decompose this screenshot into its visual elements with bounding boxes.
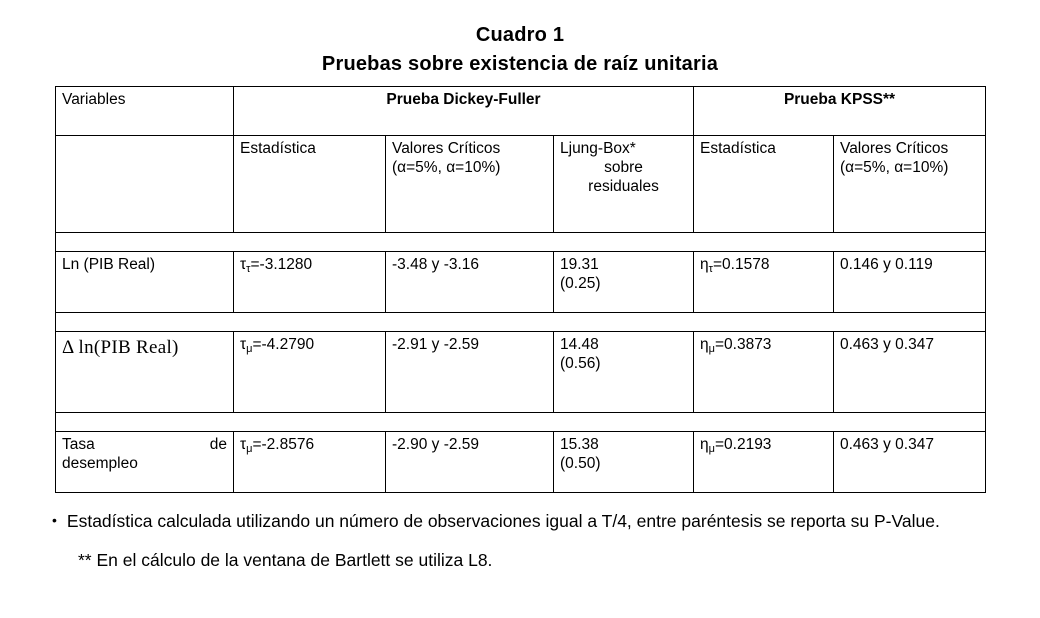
row-kpss-estadistica: [694, 332, 834, 413]
row-variable: Δ ln(PIB Real): [56, 332, 234, 413]
table-notes: [0, 507, 1040, 574]
table-spacer-row: [56, 313, 986, 332]
header-kpss-valores-criticos: [834, 136, 986, 233]
row-kpss-valores: 0.146 y 0.119: [834, 252, 986, 313]
row-variable: Ln (PIB Real): [56, 252, 234, 313]
df-symbol: τ: [240, 256, 247, 273]
df-value: =-2.8576: [252, 436, 315, 453]
header-ljung-box-line1: Ljung-Box*: [560, 140, 636, 157]
header-kpss-valores-criticos-line1: Valores Críticos: [840, 140, 949, 157]
header-df-valores-criticos-line1: Valores Críticos: [392, 140, 501, 157]
row-kpss-estadistica: [694, 432, 834, 493]
row-ljung: [554, 252, 694, 313]
header-df-estadistica: Estadística: [234, 136, 386, 233]
table-row: [56, 252, 986, 313]
header-df-valores-criticos: [386, 136, 554, 233]
df-value: =-3.1280: [250, 256, 313, 273]
row-df-valores: -3.48 y -3.16: [386, 252, 554, 313]
row-ljung: [554, 332, 694, 413]
df-value: =-4.2790: [252, 336, 315, 353]
kpss-symbol-sub: μ: [708, 443, 715, 455]
header-ljung-box: [554, 136, 694, 233]
header-kpss: Prueba KPSS**: [694, 87, 986, 136]
row-ljung-stat: 15.38: [560, 436, 599, 453]
table-row: [56, 432, 986, 493]
kpss-symbol: η: [700, 256, 709, 273]
title-line-2: Pruebas sobre existencia de raíz unitaria: [321, 53, 719, 75]
title-line-1: Cuadro 1: [475, 24, 565, 46]
note-footnote-1-text: Estadística calculada utilizando un número de observaciones igual a T/4, entre paréntesis se reporta su P-Value.: [66, 511, 940, 531]
kpss-value: =0.1578: [712, 256, 770, 273]
unit-root-tests-table: [55, 86, 986, 493]
kpss-value: =0.2193: [714, 436, 772, 453]
row-ljung-stat: 14.48: [560, 336, 599, 353]
header-blank: [56, 136, 234, 233]
row-kpss-estadistica: [694, 252, 834, 313]
spacer-cell: [56, 233, 986, 252]
row-df-estadistica: [234, 332, 386, 413]
row-variable-line1: [62, 436, 227, 455]
row-kpss-valores: 0.463 y 0.347: [834, 332, 986, 413]
table-spacer-row: [56, 413, 986, 432]
df-symbol-sub: τ: [246, 263, 251, 275]
row-ljung-pvalue: (0.25): [560, 274, 601, 292]
spacer-cell: [56, 413, 986, 432]
bullet-icon: •: [52, 512, 57, 528]
note-footnote-2: ** En el cálculo de la ventana de Bartlett se utiliza L8.: [78, 550, 493, 571]
kpss-value: =0.3873: [714, 336, 772, 353]
row-variable-text: Tasa: [62, 436, 95, 453]
df-symbol-sub: μ: [246, 443, 253, 455]
table-header-row-sub: [56, 136, 986, 233]
header-kpss-valores-criticos-line2: (α=5%, α=10%): [840, 158, 949, 176]
kpss-symbol-sub: τ: [708, 263, 713, 275]
row-kpss-valores: 0.463 y 0.347: [834, 432, 986, 493]
row-ljung-stat: 19.31: [560, 256, 599, 273]
header-variables: Variables: [56, 87, 234, 136]
table-title: [0, 0, 1040, 76]
row-ljung-pvalue: (0.56): [560, 354, 601, 372]
row-variable-line2: desempleo: [62, 454, 138, 472]
df-symbol-sub: μ: [246, 343, 253, 355]
table-spacer-row: [56, 233, 986, 252]
row-variable-text-right: de: [209, 436, 227, 453]
kpss-symbol: η: [700, 436, 709, 453]
kpss-symbol-sub: μ: [708, 343, 715, 355]
df-symbol: τ: [240, 436, 247, 453]
header-df-valores-criticos-line2: (α=5%, α=10%): [392, 158, 501, 176]
row-ljung: [554, 432, 694, 493]
note-footnote-1: [52, 507, 1040, 535]
df-symbol: τ: [240, 336, 247, 353]
row-df-valores: -2.90 y -2.59: [386, 432, 554, 493]
table-header-row-top: [56, 87, 986, 136]
kpss-symbol: η: [700, 336, 709, 353]
header-dickey-fuller: Prueba Dickey-Fuller: [234, 87, 694, 136]
row-ljung-pvalue: (0.50): [560, 454, 601, 472]
header-kpss-estadistica: Estadística: [694, 136, 834, 233]
header-ljung-box-line3: residuales: [588, 177, 659, 195]
row-variable: [56, 432, 234, 493]
row-df-valores: -2.91 y -2.59: [386, 332, 554, 413]
header-ljung-box-line2: sobre: [604, 158, 643, 176]
row-df-estadistica: [234, 252, 386, 313]
table-row: [56, 332, 986, 413]
row-df-estadistica: [234, 432, 386, 493]
spacer-cell: [56, 313, 986, 332]
